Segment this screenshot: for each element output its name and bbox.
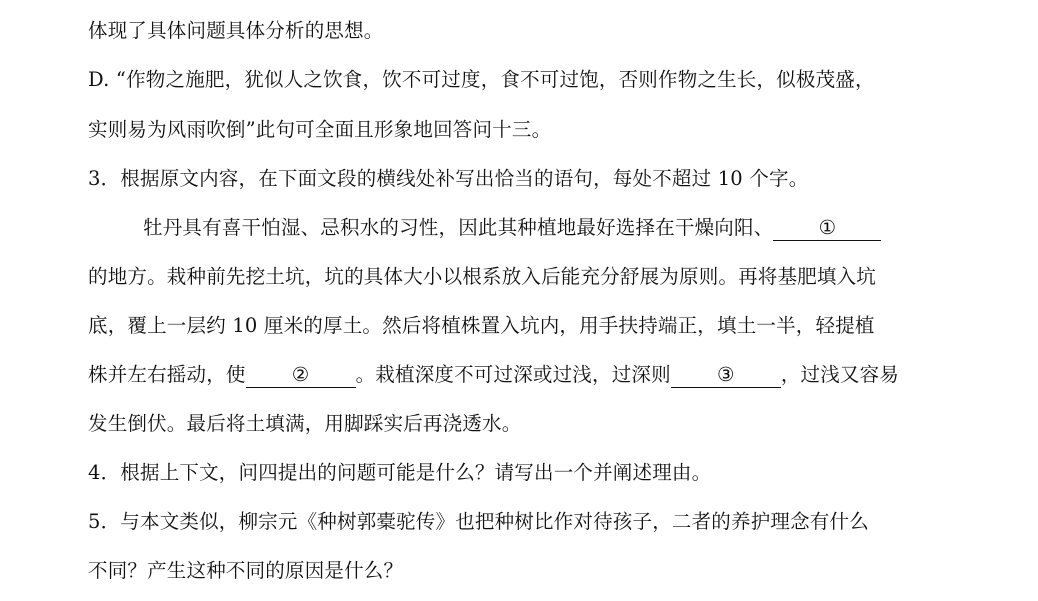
paragraph-line-4 — [88, 360, 899, 390]
option-d-line-1: D. “作物之施肥，犹似人之饮食，饮不可过度，食不可过饱，否则作物之生长，似极茂盛， — [88, 68, 875, 91]
option-d-line-2: 实则易为风雨吹倒”此句可全面且形象地回答问十三。 — [88, 118, 552, 141]
question-4-line: 4．根据上下文，问四提出的问题可能是什么？请写出一个并阐述理由。 — [88, 461, 712, 484]
answer-blank-1[interactable] — [773, 216, 881, 241]
paragraph-first-text: 牡丹具有喜干怕湿、忌积水的习性，因此其种植地最好选择在干燥向阳、 — [143, 216, 774, 239]
paragraph-first-line — [143, 213, 881, 243]
question-5-line-1: 5．与本文类似，柳宗元《种树郭橐驼传》也把种树比作对待孩子，二者的养护理念有什么 — [88, 510, 869, 533]
paragraph-line-4-part-2: 。栽植深度不可过深或过浅，过深则 — [355, 363, 671, 386]
paragraph-line-4-part-1: 株并左右摇动，使 — [88, 363, 246, 386]
question-5-line-2: 不同？产生这种不同的原因是什么？ — [88, 559, 404, 582]
text-line-1: 体现了具体问题具体分析的思想。 — [88, 19, 384, 42]
blank-1-marker: ① — [818, 216, 837, 239]
paragraph-line-3: 底，覆上一层约 10 厘米的厚土。然后将植株置入坑内，用手扶持端正，填土一半，轻提植 — [88, 314, 875, 337]
blank-2-marker: ② — [291, 363, 310, 386]
paragraph-line-2: 的地方。栽种前先挖土坑，坑的具体大小以根系放入后能充分舒展为原则。再将基肥填入坑 — [88, 265, 877, 288]
paragraph-line-5: 发生倒伏。最后将土填满，用脚踩实后再浇透水。 — [88, 412, 522, 435]
answer-blank-3[interactable] — [671, 363, 781, 388]
question-3-line: 3．根据原文内容，在下面文段的横线处补写出恰当的语句，每处不超过 10 个字。 — [88, 167, 809, 190]
answer-blank-2[interactable] — [246, 363, 356, 388]
paragraph-line-4-part-3: ，过浅又容易 — [780, 363, 900, 386]
blank-3-marker: ③ — [716, 363, 735, 386]
